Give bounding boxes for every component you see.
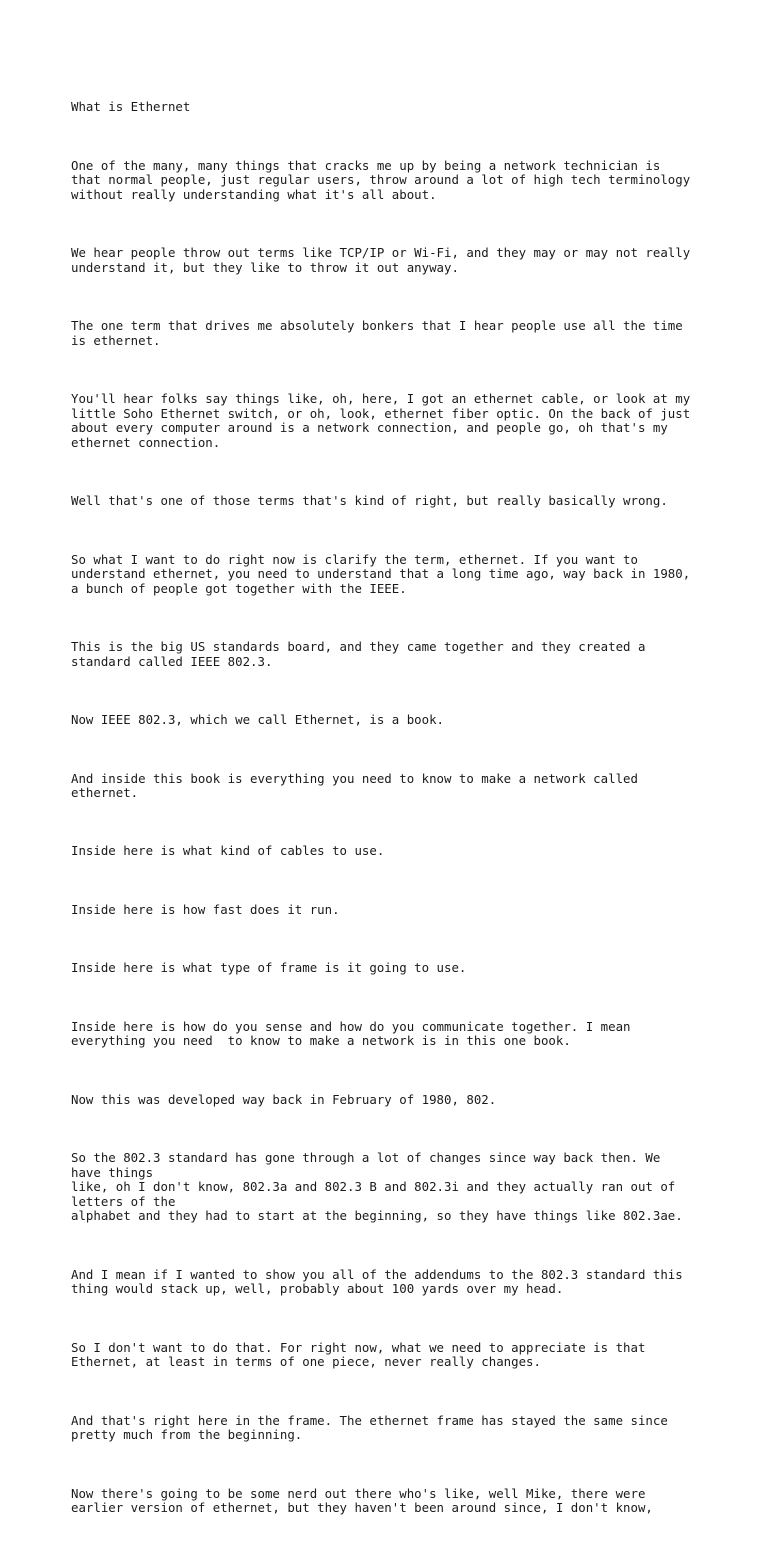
paragraph: Now this was developed way back in February of 1980, 802. (71, 1091, 497, 1107)
paragraph: This is the big US standards board, and they came together and they created a standard called IEEE 802.3. (71, 639, 646, 669)
paragraph: Inside here is what type of frame is it going to use. (71, 960, 467, 976)
paragraph: The one term that drives me absolutely bonkers that I hear people use all the time is ethernet. (71, 318, 683, 348)
paragraph: Now there's going to be some nerd out there who's like, well Mike, there were earlier version of ethernet, but they haven't been around since, I don't know, (71, 1485, 653, 1516)
paragraph: We hear people throw out terms like TCP/IP or Wi-Fi, and they may or may not really understand it, but they like to throw it out anyway. (71, 245, 691, 275)
paragraph: You'll hear folks say things like, oh, here, I got an ethernet cable, or look at my little Soho Ethernet switch, or oh, look, ethernet fiber optic. On the back of just about every computer around is a network connection, and people go, oh that's my ethernet connection. (71, 391, 691, 450)
paragraph: So what I want to do right now is clarify the term, ethernet. If you want to understand ethernet, you need to understand that a long time ago, way back in 1980, a bunch of people got together with the IEEE. (71, 551, 691, 596)
paragraph: Inside here is how fast does it run. (71, 901, 340, 917)
paragraph: One of the many, many things that cracks me up by being a network technician is that normal people, just regular users, throw around a lot of high tech terminology without really understanding what it's all about. (71, 157, 691, 202)
paragraph: Inside here is what kind of cables to use. (71, 843, 385, 859)
paragraph: Now IEEE 802.3, which we call Ethernet, is a book. (71, 712, 444, 728)
paragraph: Well that's one of those terms that's kind of right, but really basically wrong. (71, 493, 668, 509)
paragraph: Inside here is how do you sense and how do you communicate together. I mean everything you need to know to make a network is in this one book. (71, 1018, 631, 1049)
paragraph: And that's right here in the frame. The ethernet frame has stayed the same since pretty much from the beginning. (71, 1412, 668, 1443)
paragraph: So I don't want to do that. For right now, what we need to appreciate is that Ethernet, at least in terms of one piece, never really changes. (71, 1339, 646, 1370)
paragraph: And I mean if I wanted to show you all of the addendums to the 802.3 standard this thing would stack up, well, probably about 100 yards over my head. (71, 1266, 683, 1297)
paragraph: So the 802.3 standard has gone through a lot of changes since way back then. We have things like, oh I don't know, 802.3a and 802.3 B and 802.3i and they actually ran out of letters of the alphabet and they had to start at the beginning, so they have things like 802.3ae. (71, 1149, 683, 1224)
paragraph: And inside this book is everything you need to know to make a network called ethernet. (71, 770, 638, 801)
document-page (71, 71, 731, 1545)
document-title: What is Ethernet (71, 99, 191, 115)
